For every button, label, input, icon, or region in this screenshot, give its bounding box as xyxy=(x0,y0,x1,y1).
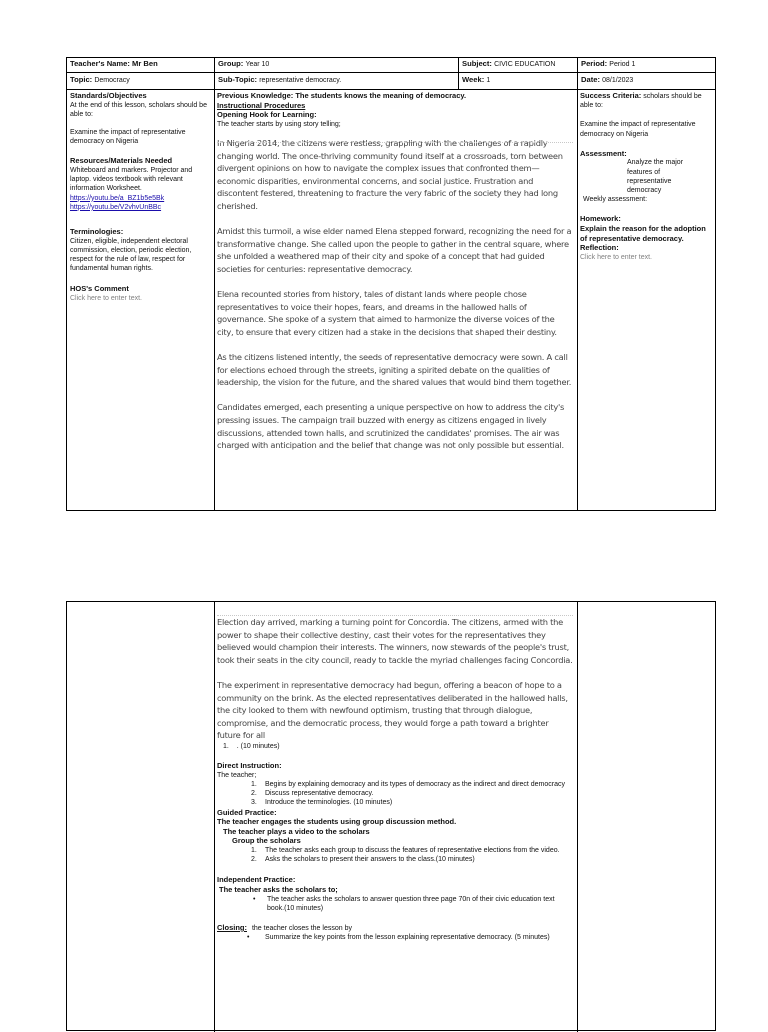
list-item-text: Introduce the terminologies. (10 minutes) xyxy=(265,799,393,807)
independent-practice-title: Independent Practice: xyxy=(217,875,296,885)
story-paragraph: As the citizens listened intently, the seeds of representative democracy were sown. A call for elections echoed through the streets, igniting a spirited debate on the qualities of leadership, the vision for the future, and the shared values that would bind them together. xyxy=(217,352,572,388)
teacher-name-cell xyxy=(67,58,214,72)
assessment-text: Analyze the major features of representative democracy xyxy=(627,159,684,195)
week-cell xyxy=(459,73,577,89)
success-criteria-label: Success Criteria: xyxy=(580,91,642,100)
assessment-title: Assessment: xyxy=(580,148,627,158)
column-divider xyxy=(577,58,578,510)
guided-practice-method: The teacher engages the students using group discussion method. xyxy=(217,817,457,827)
column-divider xyxy=(577,602,578,1032)
list-marker: • xyxy=(247,934,250,942)
guided-practice-video: The teacher plays a video to the scholars xyxy=(223,826,370,836)
list-marker: 1. xyxy=(251,846,257,854)
reflection-field[interactable]: Click here to enter text. xyxy=(580,253,652,261)
story-paragraph: Candidates emerged, each presenting a unique perspective on how to address the city's pressing issues. The campaign trail buzzed with energy as citizens engaged in lively discussions, attended town halls, and scrutinized the candidates' promises. The air was charged with anticipation and the belief that change was not only possible but essential. xyxy=(217,402,565,451)
hos-comment-field[interactable]: Click here to enter text. xyxy=(70,295,142,303)
group-value[interactable]: Year 10 xyxy=(245,61,270,68)
video-link-2[interactable]: https://youtu.be/V2vhvUnBBc xyxy=(70,203,162,211)
opening-hook-text: The teacher starts by using story telling; xyxy=(217,120,341,128)
subtopic-label: Sub-Topic: xyxy=(218,75,258,84)
hook-time-text: . (10 minutes) xyxy=(236,742,280,750)
standards-title: Standards/Objectives xyxy=(70,91,147,100)
topic-cell xyxy=(67,73,214,89)
list-marker: 2. xyxy=(251,790,257,798)
list-item-text: The teacher asks each group to discuss the features of representative elections from the video. xyxy=(265,846,560,854)
previous-knowledge: Previous Knowledge: The students knows the meaning of democracy. xyxy=(217,91,467,100)
independent-practice-intro: The teacher asks the scholars to; xyxy=(219,884,338,894)
resources-text: Whiteboard and markers. Projector and laptop. videos textbook with relevant information Worksheet. xyxy=(70,167,193,193)
lesson-plan-table-page-1 xyxy=(66,57,716,511)
story-paragraph: The experiment in representative democracy had begun, offering a beacon of hope to a community on the brink. As the elected representatives deliberated in the hallowed halls, the city looked to them with newfound optimism, trusting that through dialogue, compromise, and the democratic process, they would forge a path toward a brighter future for all xyxy=(217,679,568,741)
direct-instruction-intro: The teacher; xyxy=(217,771,257,779)
list-item xyxy=(251,789,573,798)
direct-instruction-title: Direct Instruction: xyxy=(217,761,282,771)
list-item xyxy=(251,855,573,864)
story-paragraph: Amidst this turmoil, a wise elder named Elena stepped forward, recognizing the need for a transformative change. She called upon the people to gather in the central square, where she unfolded a weathered map of their city and spoke of a concept that had guided societies for centuries: representative democracy. xyxy=(217,226,572,274)
right-column xyxy=(580,91,713,506)
list-item xyxy=(251,780,573,789)
independent-practice-list xyxy=(217,895,573,913)
list-item-text: Asks the scholars to present their answers to the class.(10 minutes) xyxy=(265,856,475,864)
column-divider xyxy=(214,58,215,510)
period-value[interactable]: Period 1 xyxy=(609,61,636,68)
story-text xyxy=(217,137,573,452)
standards-intro: At the end of this lesson, scholars should be able to: xyxy=(70,101,207,118)
subject-cell xyxy=(459,58,577,72)
closing-title: Closing: xyxy=(217,922,247,932)
left-column xyxy=(70,91,210,506)
list-item-text: Discuss representative democracy. xyxy=(265,790,374,798)
closing-list xyxy=(217,933,573,942)
list-item-text: The teacher asks the scholars to answer question three page 70n of their civic education text book.(10 minutes) xyxy=(267,895,555,912)
story-text-continued xyxy=(217,616,573,742)
period-cell xyxy=(578,58,715,72)
column-divider xyxy=(214,602,215,1032)
lesson-plan-table-page-2 xyxy=(66,601,716,1031)
list-item xyxy=(247,933,573,942)
homework-text: Explain the reason for the adoption of representative democracy. xyxy=(580,224,706,243)
reflection-title: Reflection: xyxy=(580,243,619,253)
hos-comment-title: HOS's Comment xyxy=(70,284,129,294)
group-label: Group: xyxy=(218,59,244,68)
list-marker: 3. xyxy=(251,799,257,807)
subtopic-value[interactable]: representative democracy. xyxy=(259,77,342,84)
closing-text: the teacher closes the lesson by xyxy=(251,924,352,932)
story-paragraph: In Nigeria 2014, the citizens were restless, grappling with the challenges of a rapidly changing world. The once-thriving community found itself at a crossroads, torn between divergent opinions on how to navigate the complex issues that confronted them—economic disparities, environmental concerns, and social justice. Frustration and discontent festered, threatening to fracture the very fabric of the society they had long cherished. xyxy=(217,137,563,211)
subtopic-cell xyxy=(215,73,458,89)
subject-label: Subject: xyxy=(462,59,492,68)
topic-label: Topic: xyxy=(70,75,93,84)
terminologies-text: Citizen, eligible, independent electoral commission, election, periodic election, respect for the rule of law, respect for fundamental human rights. xyxy=(70,237,192,273)
success-criteria-objective: Examine the impact of representative democracy on Nigeria xyxy=(580,121,696,138)
week-value[interactable]: 1 xyxy=(486,77,491,84)
list-marker: • xyxy=(253,895,256,903)
middle-column xyxy=(217,91,573,508)
closing-line xyxy=(217,923,573,933)
story-paragraph: Elena recounted stories from history, tales of distant lands where people chose representatives to voice their hopes, fears, and dreams in the hallowed halls of governance. She spoke of a system that aimed to harmonize the diverse voices of the city, to ensure that every citizen had a stake in the decisions that shaped their destiny. xyxy=(217,289,557,337)
resources-title: Resources/Materials Needed xyxy=(70,156,173,166)
list-item-text: Summarize the key points from the lesson explaining representative democracy. (5 minutes) xyxy=(265,934,550,942)
date-label: Date: xyxy=(581,75,600,84)
list-item xyxy=(253,895,573,913)
middle-column-continued xyxy=(217,616,573,1032)
guided-practice-title: Guided Practice: xyxy=(217,807,277,817)
standards-objective: Examine the impact of representative democracy on Nigeria xyxy=(70,129,186,146)
subject-value[interactable]: CIVIC EDUCATION xyxy=(494,61,556,68)
period-label: Period: xyxy=(581,59,608,68)
instructional-procedures-title: Instructional Procedures xyxy=(217,100,306,110)
success-criteria-value: scholars should be able to: xyxy=(580,93,702,110)
video-link-1[interactable]: https://youtu.be/a_BZ1b5e5Bk xyxy=(70,194,165,202)
row-divider xyxy=(67,89,715,90)
list-marker: 2. xyxy=(251,856,257,864)
hook-time-number: 1. xyxy=(223,742,229,750)
direct-instruction-list xyxy=(217,780,573,808)
list-item-text: Begins by explaining democracy and its types of democracy as the indirect and direct democracy xyxy=(265,780,565,788)
list-marker: 1. xyxy=(251,780,257,788)
homework-title: Homework: xyxy=(580,214,621,224)
group-cell xyxy=(215,58,458,72)
topic-value[interactable]: Democracy xyxy=(94,77,130,84)
story-paragraph: Election day arrived, marking a turning point for Concordia. The citizens, armed with the power to shape their collective destiny, cast their votes for the representatives they believed would champion their interests. The winners, now stewards of the people's trust, took their seats in the city council, ready to tackle the myriad challenges facing Concordia. xyxy=(217,617,573,665)
list-item xyxy=(251,846,573,855)
text-box-border xyxy=(217,142,573,143)
guided-practice-list xyxy=(217,846,573,864)
date-value[interactable]: 08/1/2023 xyxy=(602,77,634,84)
weekly-assessment: Weekly assessment: xyxy=(583,196,648,204)
list-item xyxy=(251,798,573,807)
date-cell xyxy=(578,73,715,89)
week-label: Week: xyxy=(462,75,485,84)
teacher-name: Teacher's Name: Mr Ben xyxy=(70,59,158,68)
hook-time xyxy=(223,742,573,751)
terminologies-title: Terminologies: xyxy=(70,227,124,237)
guided-practice-group: Group the scholars xyxy=(232,836,301,846)
opening-hook-title: Opening Hook for Learning: xyxy=(217,110,317,120)
